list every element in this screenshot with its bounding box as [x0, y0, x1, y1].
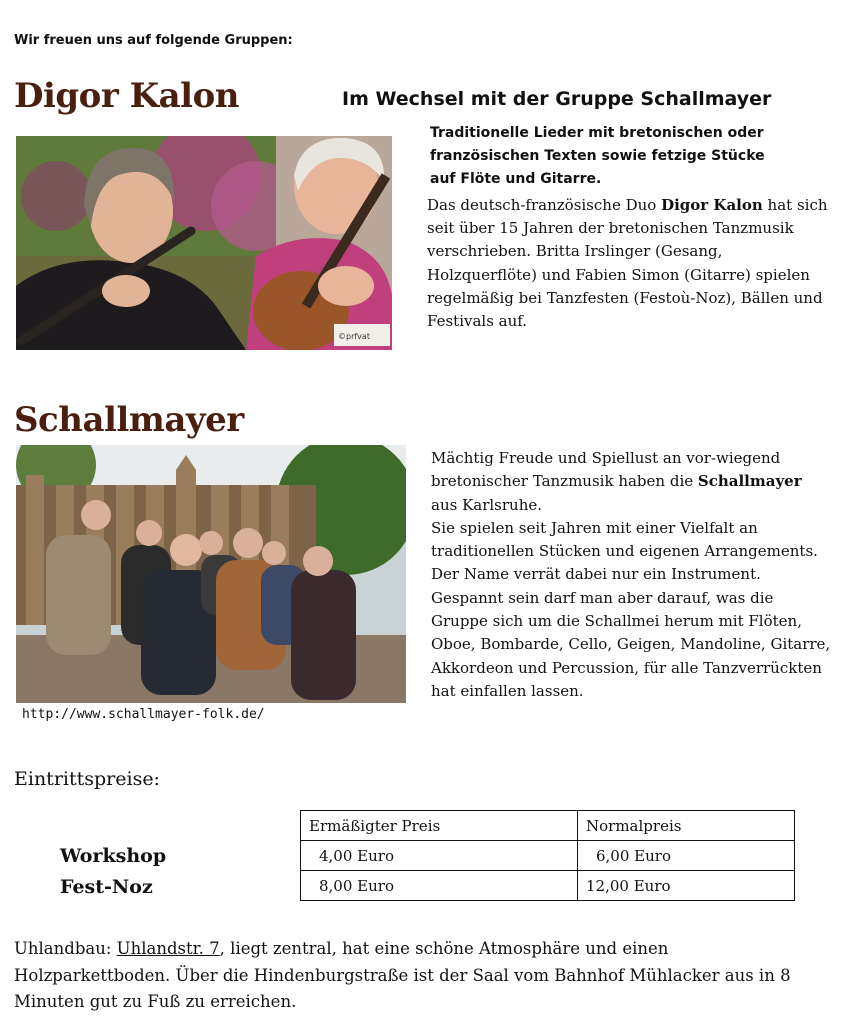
description-text: hat sich seit über 15 Jahren der bretonischen Tanzmusik verschrieben. Britta Irslinger (Gesang, Holzquerflöte) und Fabien Simon (Gitarre) spielen regelmäßig bei Tanzfesten (Festoù-Noz), Bällen und Festivals auf. [427, 196, 828, 331]
digor-kalon-description [427, 194, 829, 333]
description-paragraph: Der Name verrät dabei nur ein Instrument. Gespannt sein darf man aber darauf, was die Gruppe sich um die Schallmei herum mit Flöten, Oboe, Bombarde, Cello, Geigen, Mandoline, Gitarre, Akkordeon und Percussion, für alle Tanzverrückten hat einfallen lassen. [431, 565, 831, 700]
header-normal-price: Normalpreis [578, 811, 795, 841]
band-title-digor-kalon: Digor Kalon [14, 76, 239, 116]
band-title-schallmayer: Schallmayer [14, 400, 244, 440]
table-row [301, 841, 795, 871]
description-paragraph [431, 447, 831, 517]
band-name-bold: Schallmayer [697, 472, 802, 491]
price-cell: 6,00 Euro [578, 841, 795, 871]
description-text: Mächtig Freude und Spiellust an vor-wiegend bretonischer Tanzmusik haben die [431, 449, 781, 491]
header-reduced-price: Ermäßigter Preis [301, 811, 578, 841]
prices-heading: Eintrittspreise: [14, 768, 160, 790]
price-cell: 4,00 Euro [301, 841, 578, 871]
digor-kalon-lead [430, 122, 830, 191]
schallmayer-url-link[interactable]: http://www.schallmayer-folk.de/ [22, 707, 265, 722]
price-cell: 12,00 Euro [578, 871, 795, 901]
photo-credit: ©prfvat [338, 332, 370, 341]
venue-address-link[interactable]: Uhlandstr. 7 [116, 939, 220, 958]
lead-line: Traditionelle Lieder mit bretonischen oder [430, 125, 764, 141]
digor-kalon-photo [16, 136, 392, 350]
description-text: Das deutsch-französische Duo [427, 196, 662, 214]
venue-prefix: Uhlandbau: [14, 939, 117, 958]
venue-text: , liegt zentral, hat eine schöne Atmosphäre und einen Holzparkettboden. Über die Hindenburgstraße ist der Saal vom Bahnhof Mühlacker aus in 8 Minuten gut zu Fuß zu erreichen. [14, 939, 791, 1011]
price-table [300, 810, 795, 901]
description-paragraph: Sie spielen seit Jahren mit einer Vielfalt an traditionellen Stücken und eigenen Arrangements. [431, 518, 818, 561]
category-fest-noz: Fest-Noz [60, 876, 153, 898]
intro-heading: Wir freuen uns auf folgende Gruppen: [14, 33, 293, 48]
category-workshop: Workshop [60, 845, 167, 867]
lead-line: französischen Texten sowie fetzige Stücke [430, 148, 765, 164]
alternation-note: Im Wechsel mit der Gruppe Schallmayer [342, 88, 772, 110]
schallmayer-description [431, 447, 831, 703]
table-header-row [301, 811, 795, 841]
venue-info [14, 936, 829, 1016]
band-name-bold: Digor Kalon [661, 196, 763, 214]
price-cell: 8,00 Euro [301, 871, 578, 901]
table-row [301, 871, 795, 901]
description-text: aus Karlsruhe. [431, 495, 543, 514]
lead-line: auf Flöte und Gitarre. [430, 171, 602, 187]
schallmayer-photo [16, 445, 406, 703]
